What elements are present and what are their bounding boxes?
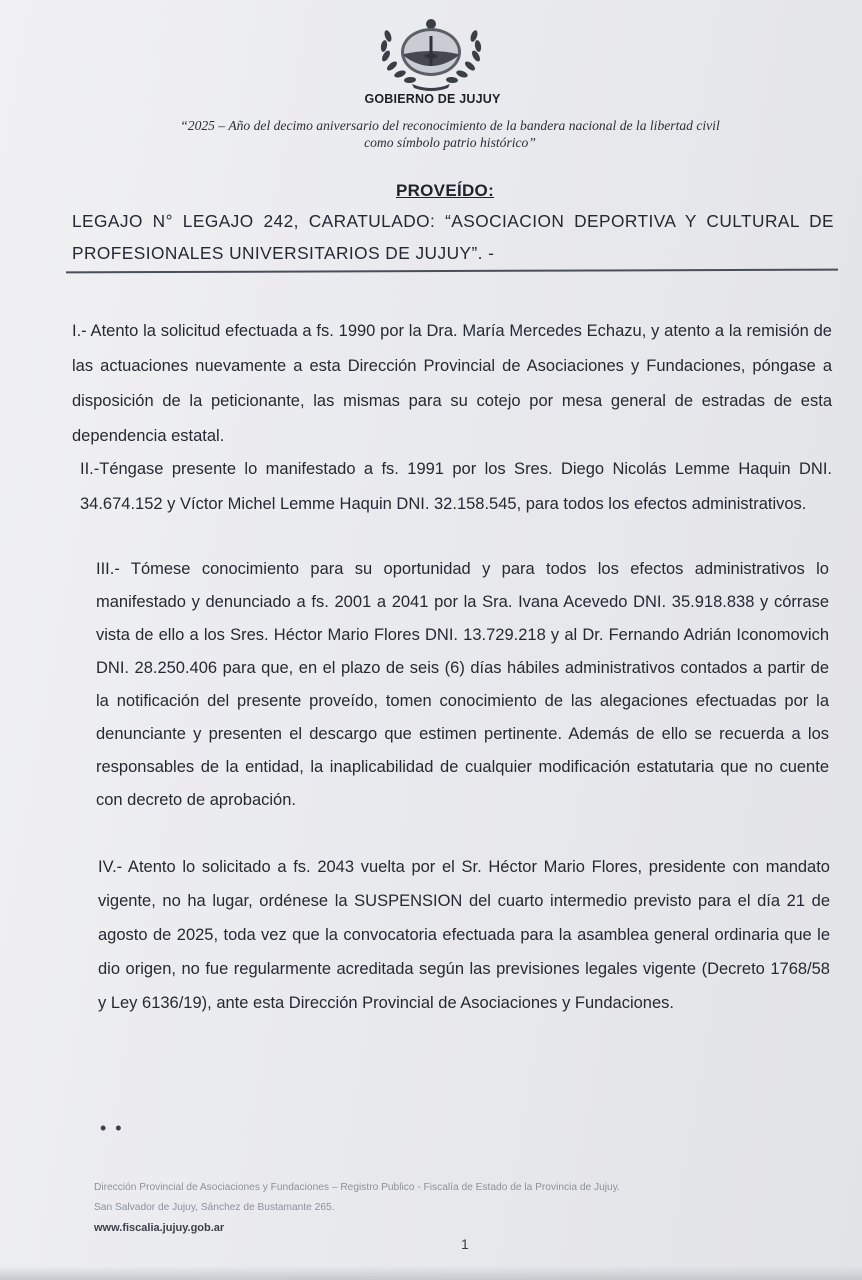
footer-address-line-2: San Salvador de Jujuy, Sánchez de Bustamante 265.	[94, 1202, 335, 1213]
year-motto	[80, 117, 820, 151]
paragraph-i: I.- Atento la solicitud efectuada a fs. 1990 por la Dra. María Mercedes Echazu, y atento a la remisión de las actuaciones nuevamente a esta Dirección Provincial de Asociaciones y Fundaciones, póngase a disposición de la peticionante, las mismas para su cotejo por mesa general de estradas de esta dependencia estatal.	[72, 322, 832, 445]
year-motto-line-1: “2025 – Año del decimo aniversario del reconocimiento de la bandera nacional de la libertad civil	[180, 118, 720, 133]
paragraph-iv: IV.- Atento lo solicitado a fs. 2043 vuelta por el Sr. Héctor Mario Flores, presidente con mandato vigente, no ha lugar, ordénese la SUSPENSION del cuarto intermedio previsto para el día 21 de agosto de 2025, toda vez que la convocatoria efectuada para la asamblea general ordinaria que le dio origen, no fue regularmente acreditada según las previsiones legales vigente (Decreto 1768/58 y Ley 6136/19), ante esta Dirección Provincial de Asociaciones y Fundaciones.	[98, 858, 830, 1012]
year-motto-line-2: como símbolo patrio histórico”	[364, 135, 536, 150]
footer-address-line-1: Dirección Provincial de Asociaciones y Fundaciones – Registro Publico - Fiscalía de Estado de la Provincia de Jujuy.	[94, 1182, 620, 1193]
legajo-heading: LEGAJO N° LEGAJO 242, CARATULADO: “ASOCIACION DEPORTIVA Y CULTURAL DE PROFESIONALES UNIVERSITARIOS DE JUJUY”. -	[72, 211, 834, 263]
paragraph-iii: III.- Tómese conocimiento para su oportunidad y para todos los efectos administrativos lo manifestado y denunciado a fs. 2001 a 2041 por la Sra. Ivana Acevedo DNI. 35.918.838 y córrase vista de ello a los Sres. Héctor Mario Flores DNI. 13.729.218 y al Dr. Fernando Adrián Iconomovich DNI. 28.250.406 para que, en el plazo de seis (6) días hábiles administrativos contados a partir de la notificación del presente proveído, tomen conocimiento de las alegaciones efectuadas por la denunciante y presenten el descargo que estimen pertinente. Además de ello se recuerda a los responsables de la entidad, la inaplicabilidad de cualquier modificación estatutaria que no cuente con decreto de aprobación.	[96, 560, 829, 809]
government-title: GOBIERNO DE JUJUY	[364, 92, 501, 106]
paragraph-ii: II.-Téngase presente lo manifestado a fs. 1991 por los Sres. Diego Nicolás Lemme Haquin DNI. 34.674.152 y Víctor Michel Lemme Haquin DNI. 32.158.545, para todos los efectos administrativos.	[80, 460, 832, 513]
page-edge-shadow	[0, 1266, 862, 1280]
document-title: PROVEÍDO:	[395, 181, 495, 200]
footer	[94, 1178, 794, 1238]
heading-divider	[66, 269, 838, 273]
footer-website-link[interactable]: www.fiscalia.jujuy.gob.ar	[94, 1222, 225, 1234]
coat-of-arms-icon	[372, 16, 490, 94]
page-number: 1	[461, 1236, 469, 1252]
closing-dots: • •	[100, 1118, 124, 1138]
